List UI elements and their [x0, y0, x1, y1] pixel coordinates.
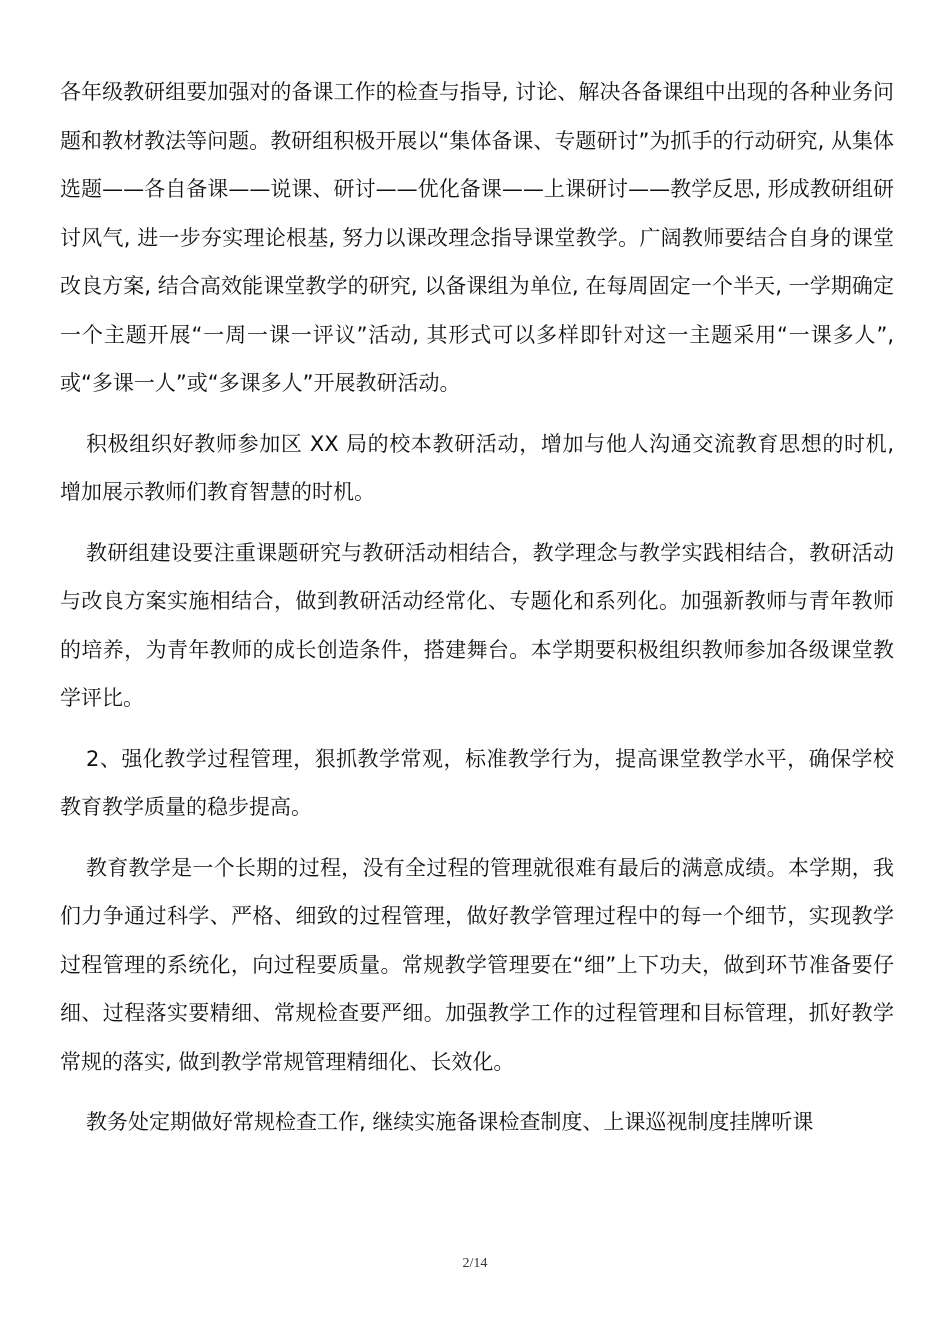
paragraph-5: 教育教学是一个长期的过程，没有全过程的管理就很难有最后的满意成绩。本学期，我们力争通过科学、严格、细致的过程管理，做好教学管理过程中的每一个细节，实现教学过程管理的系统化，向过程要质量。常规教学管理要在“细”上下功夫，做到环节准备要仔细、过程落实要精细、常规检查要严细。加强教学工作的过程管理和目标管理，抓好教学常规的落实, 做到教学常规管理精细化、长效化。 — [60, 855, 894, 1074]
paragraph-2: 积极组织好教师参加区 XX 局的校本教研活动，增加与他人沟通交流教育思想的时机, 增加展示教师们教育智慧的时机。 — [60, 431, 894, 504]
page-number: 2/14 — [462, 1256, 488, 1271]
paragraph-4: 2、强化教学过程管理，狠抓教学常观，标准教学行为，提高课堂教学水平，确保学校教育教学质量的稳步提高。 — [60, 746, 894, 819]
paragraph-6: 教务处定期做好常规检查工作, 继续实施备课检查制度、上课巡视制度挂牌听课 — [86, 1110, 814, 1134]
document-body — [60, 68, 894, 1159]
paragraph-3: 教研组建设要注重课题研究与教研活动相结合，教学理念与教学实践相结合，教研活动与改良方案实施相结合，做到教研活动经常化、专题化和系列化。加强新教师与青年教师的培养，为青年教师的成长创造条件，搭建舞台。本学期要积极组织教师参加各级课堂教学评比。 — [60, 540, 894, 710]
paragraph-1: 各年级教研组要加强对的备课工作的检查与指导, 讨论、解决各备课组中出现的各种业务问题和教材教法等问题。教研组积极开展以“集体备课、专题研讨”为抓手的行动研究, 从集体选题——各自备课——说课、研讨——优化备课——上课研讨——教学反思, 形成教研组研讨风气, 进一步夯实理论根基, 努力以课改理念指导课堂教学。广阔教师要结合自身的课堂改良方案, 结合高效能课堂教学的研究, 以备课组为单位, 在每周固定一个半天, 一学期确定一个主题开展“一周一课一评议”活动, 其形式可以多样即针对这一主题采用“一课多人”, 或“多课一人”或“多课多人”开展教研活动。 — [60, 80, 894, 395]
